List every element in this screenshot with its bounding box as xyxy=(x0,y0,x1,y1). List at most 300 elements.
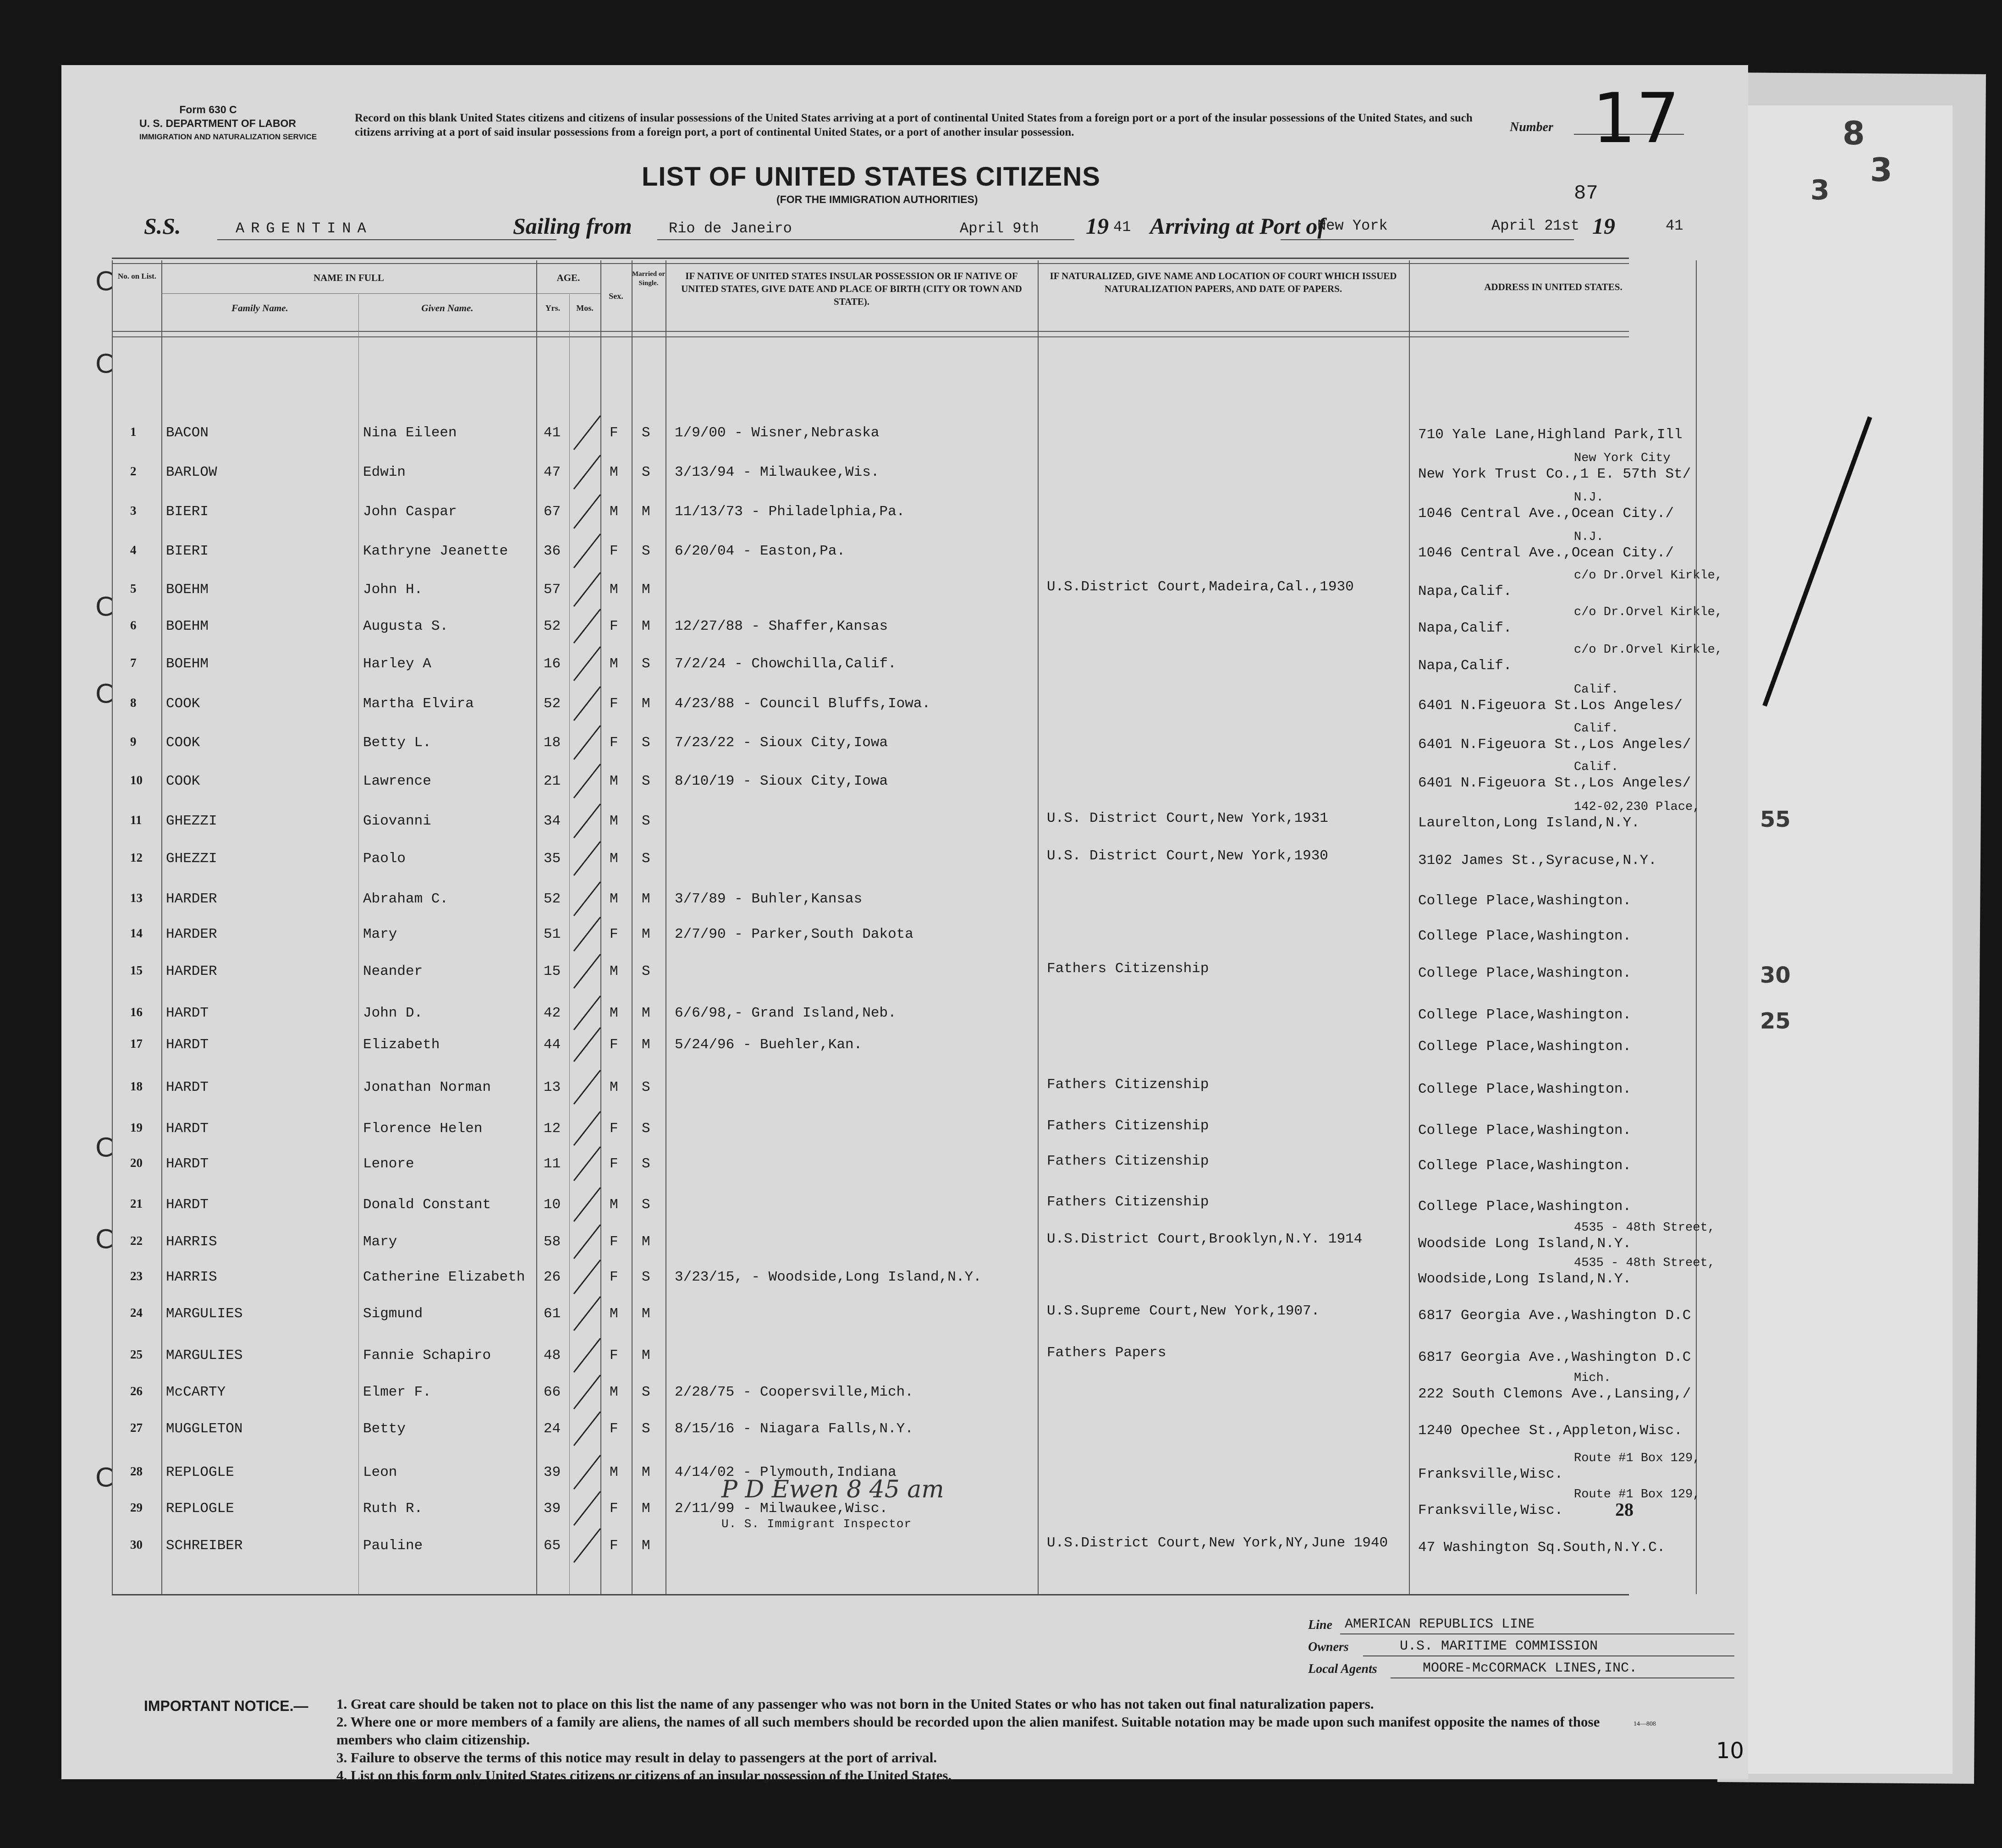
ss-label: S.S. xyxy=(144,213,181,239)
page-number: 87 xyxy=(1574,182,1598,205)
given-name: Neander xyxy=(363,963,423,979)
row-number: 25 xyxy=(130,1348,143,1361)
given-name: Betty L. xyxy=(363,735,431,751)
birth-info: 2/28/75 - Coopersville,Mich. xyxy=(675,1384,913,1400)
row-number: 3 xyxy=(130,504,137,517)
months-tick-mark xyxy=(570,1144,607,1185)
address-line-1: Calif. xyxy=(1574,760,1619,774)
marital-status: M xyxy=(642,891,650,907)
row-number: 7 xyxy=(130,656,137,670)
age-years: 65 xyxy=(544,1538,561,1554)
sex: M xyxy=(610,582,618,598)
naturalization-info: U.S.Supreme Court,New York,1907. xyxy=(1047,1303,1320,1319)
age-years: 52 xyxy=(544,618,561,634)
table-row xyxy=(61,527,1748,563)
birth-info: 2/7/90 - Parker,South Dakota xyxy=(675,926,913,942)
header-age: AGE. xyxy=(556,272,580,283)
marital-status: S xyxy=(642,1079,650,1095)
binder-hole-icon: C xyxy=(95,1133,114,1163)
given-name: Nina Eileen xyxy=(363,425,457,441)
family-name: BOEHM xyxy=(166,582,209,598)
given-name: Harley A xyxy=(363,656,431,672)
back-mark: 8 xyxy=(1842,115,1865,152)
table-row xyxy=(61,757,1748,793)
given-name: Florence Helen xyxy=(363,1121,483,1137)
form-subtitle: (FOR THE IMMIGRATION AUTHORITIES) xyxy=(776,193,978,205)
line-label: Line xyxy=(1308,1618,1332,1632)
marital-status: M xyxy=(642,926,650,942)
sex: F xyxy=(610,1501,618,1517)
birth-info: 4/14/02 - Plymouth,Indiana xyxy=(675,1464,896,1480)
binder-hole-icon: C xyxy=(95,1463,114,1493)
header-name-in-full: NAME IN FULL xyxy=(313,272,384,283)
table-row xyxy=(61,874,1748,911)
sheet-count: 28 xyxy=(1615,1499,1634,1520)
notice-item-1: 1. Great care should be taken not to place on this list the name of any passenger who was not born in the United States or who has not taken out final naturalization papers. xyxy=(336,1696,1374,1712)
address-line-2: 1046 Central Ave.,Ocean City./ xyxy=(1418,545,1674,561)
given-name: Lenore xyxy=(363,1156,414,1172)
marital-status: M xyxy=(642,618,650,634)
age-years: 21 xyxy=(544,773,561,789)
address-line-1: c/o Dr.Orvel Kirkle, xyxy=(1574,569,1723,583)
sex: M xyxy=(610,963,618,979)
address-line-2: 6401 N.Figeuora St.Los Angeles/ xyxy=(1418,698,1683,714)
naturalization-info: U.S.District Court,Madeira,Cal.,1930 xyxy=(1047,579,1354,595)
sex: M xyxy=(610,773,618,789)
row-number: 17 xyxy=(130,1037,143,1050)
given-name: Kathryne Jeanette xyxy=(363,543,508,559)
row-number: 13 xyxy=(130,891,143,905)
agents-value: MOORE-McCORMACK LINES,INC. xyxy=(1423,1661,1638,1676)
row-number: 14 xyxy=(130,926,143,940)
marital-status: S xyxy=(642,1156,650,1172)
year-prefix: 19 xyxy=(1086,213,1109,239)
birth-info: 6/20/04 - Easton,Pa. xyxy=(675,543,846,559)
sex: M xyxy=(610,1079,618,1095)
marital-status: S xyxy=(642,963,650,979)
birth-info: 3/7/89 - Buhler,Kansas xyxy=(675,891,863,907)
address-line-2: College Place,Washington. xyxy=(1418,1007,1632,1023)
marital-status: S xyxy=(642,1197,650,1213)
row-number: 16 xyxy=(130,1005,143,1019)
family-name: BOEHM xyxy=(166,618,209,634)
family-name: HARDT xyxy=(166,1197,209,1213)
given-name: Elizabeth xyxy=(363,1037,440,1053)
age-years: 13 xyxy=(544,1079,561,1095)
naturalization-info: Fathers Citizenship xyxy=(1047,1153,1209,1169)
sex: F xyxy=(610,1037,618,1053)
given-name: Lawrence xyxy=(363,773,431,789)
family-name: HARRIS xyxy=(166,1269,217,1285)
row-number: 2 xyxy=(130,464,137,478)
months-tick-mark xyxy=(570,1067,607,1109)
given-name: Augusta S. xyxy=(363,618,449,634)
notice-item-3: 3. Failure to observe the terms of this notice may result in delay to passengers at the port of arrival. xyxy=(336,1749,937,1766)
back-slash-mark xyxy=(1751,412,1888,715)
given-name: Betty xyxy=(363,1421,406,1437)
address-line-2: College Place,Washington. xyxy=(1418,1081,1632,1097)
service: IMMIGRATION AND NATURALIZATION SERVICE xyxy=(139,132,317,141)
sex: F xyxy=(610,425,618,441)
sex: F xyxy=(610,1121,618,1137)
table-row xyxy=(61,989,1748,1025)
back-mark: 3 xyxy=(1870,151,1892,189)
address-line-1: c/o Dr.Orvel Kirkle, xyxy=(1574,605,1723,619)
header-native: IF NATIVE OF UNITED STATES INSULAR POSSESSION OR IF NATIVE OF UNITED STATES, GIVE DATE AND PLACE OF BIRTH (CITY OR TOWN AND STATE). xyxy=(681,270,1022,307)
given-name: John Caspar xyxy=(363,504,457,520)
address-line-2: College Place,Washington. xyxy=(1418,1158,1632,1174)
marital-status: S xyxy=(642,1269,650,1285)
manifest-page xyxy=(61,65,1748,1783)
marital-status: S xyxy=(642,543,650,559)
age-years: 57 xyxy=(544,582,561,598)
address-line-1: Calif. xyxy=(1574,722,1619,736)
marital-status: M xyxy=(642,1306,650,1322)
age-years: 51 xyxy=(544,926,561,942)
age-years: 41 xyxy=(544,425,561,441)
notice-heading: IMPORTANT NOTICE.— xyxy=(144,1698,308,1714)
sex: F xyxy=(610,543,618,559)
family-name: HARRIS xyxy=(166,1234,217,1250)
birth-info: 1/9/00 - Wisner,Nebraska xyxy=(675,425,880,441)
row-number: 4 xyxy=(130,543,137,557)
age-years: 35 xyxy=(544,851,561,867)
family-name: MARGULIES xyxy=(166,1348,243,1364)
address-line-2: College Place,Washington. xyxy=(1418,928,1632,944)
table-row xyxy=(61,487,1748,524)
table-row xyxy=(61,797,1748,833)
binder-hole-icon: C xyxy=(95,267,114,297)
marital-status: M xyxy=(642,582,650,598)
months-tick-mark xyxy=(570,1526,607,1567)
marital-status: M xyxy=(642,1348,650,1364)
header-months: Mos. xyxy=(576,303,594,313)
form-title: LIST OF UNITED STATES CITIZENS xyxy=(642,162,1100,192)
naturalization-info: U.S. District Court,New York,1931 xyxy=(1047,810,1328,826)
marital-status: S xyxy=(642,1384,650,1400)
sail-date: April 9th xyxy=(960,220,1039,237)
sex: F xyxy=(610,1156,618,1172)
table-top-border-2 xyxy=(112,263,1629,264)
sex: M xyxy=(610,504,618,520)
address-line-2: College Place,Washington. xyxy=(1418,1039,1632,1055)
months-tick-mark xyxy=(570,839,607,880)
family-name: SCHREIBER xyxy=(166,1538,243,1554)
address-line-1: Route #1 Box 129, xyxy=(1574,1488,1700,1502)
table-row xyxy=(61,834,1748,871)
naturalization-info: U.S. District Court,New York,1930 xyxy=(1047,848,1328,864)
address-line-2: Laurelton,Long Island,N.Y. xyxy=(1418,815,1640,831)
family-name: GHEZZI xyxy=(166,851,217,867)
birth-info: 8/15/16 - Niagara Falls,N.Y. xyxy=(675,1421,913,1437)
address-line-1: 4535 - 48th Street, xyxy=(1574,1221,1715,1235)
table-row xyxy=(61,602,1748,638)
age-years: 36 xyxy=(544,543,561,559)
birth-info: 12/27/88 - Shaffer,Kansas xyxy=(675,618,888,634)
family-name: HARDT xyxy=(166,1079,209,1095)
sex: M xyxy=(610,891,618,907)
owners-label: Owners xyxy=(1308,1640,1349,1654)
year-suffix: 41 xyxy=(1113,219,1131,236)
row-number: 27 xyxy=(130,1421,143,1435)
marital-status: S xyxy=(642,773,650,789)
naturalization-info: U.S.District Court,Brooklyn,N.Y. 1914 xyxy=(1047,1231,1363,1247)
row-number: 26 xyxy=(130,1384,143,1398)
sex: M xyxy=(610,1197,618,1213)
header-family-name: Family Name. xyxy=(231,302,288,314)
row-number: 24 xyxy=(130,1306,143,1320)
age-years: 26 xyxy=(544,1269,561,1285)
arrival-year-prefix: 19 xyxy=(1592,213,1615,239)
address-line-1: Mich. xyxy=(1574,1371,1612,1385)
marital-status: S xyxy=(642,425,650,441)
table-row xyxy=(61,565,1748,602)
given-name: Sigmund xyxy=(363,1306,423,1322)
birth-info: 4/23/88 - Council Bluffs,Iowa. xyxy=(675,696,931,712)
row-number: 18 xyxy=(130,1079,143,1093)
sex: M xyxy=(610,1306,618,1322)
row-number: 8 xyxy=(130,696,137,710)
binder-hole-icon: C xyxy=(95,349,114,379)
address-line-2: 710 Yale Lane,Highland Park,Ill xyxy=(1418,427,1683,443)
birth-info: 5/24/96 - Buehler,Kan. xyxy=(675,1037,863,1053)
marital-status: S xyxy=(642,1421,650,1437)
address-line-2: 6401 N.Figeuora St.,Los Angeles/ xyxy=(1418,775,1691,791)
header-address: ADDRESS IN UNITED STATES. xyxy=(1484,281,1622,292)
table-row xyxy=(61,639,1748,676)
address-line-2: College Place,Washington. xyxy=(1418,1199,1632,1215)
address-line-2: Franksville,Wisc. xyxy=(1418,1502,1563,1518)
row-number: 20 xyxy=(130,1156,143,1170)
arrival-date: April 21st xyxy=(1491,217,1580,234)
sex: M xyxy=(610,464,618,480)
table-row xyxy=(61,1180,1748,1217)
given-name: Fannie Schapiro xyxy=(363,1348,491,1364)
marital-status: M xyxy=(642,696,650,712)
address-line-2: 1046 Central Ave.,Ocean City./ xyxy=(1418,506,1674,522)
birth-info: 7/23/22 - Sioux City,Iowa xyxy=(675,735,888,751)
address-line-2: Napa,Calif. xyxy=(1418,620,1512,636)
number-value: 17 xyxy=(1592,79,1680,159)
family-name: BIERI xyxy=(166,543,209,559)
given-name: Pauline xyxy=(363,1538,423,1554)
agents-label: Local Agents xyxy=(1308,1662,1377,1676)
table-row xyxy=(61,947,1748,984)
given-name: Jonathan Norman xyxy=(363,1079,491,1095)
address-line-2: College Place,Washington. xyxy=(1418,1122,1632,1138)
birth-info: 2/11/99 - Milwaukee,Wisc. xyxy=(675,1501,888,1517)
age-years: 47 xyxy=(544,464,561,480)
birth-info: 3/23/15, - Woodside,Long Island,N.Y. xyxy=(675,1269,982,1285)
given-name: Donald Constant xyxy=(363,1197,491,1213)
given-name: Paolo xyxy=(363,851,406,867)
notice-items xyxy=(336,1695,1601,1784)
family-name: HARDT xyxy=(166,1156,209,1172)
row-number: 10 xyxy=(130,773,143,787)
address-line-1: New York City xyxy=(1574,451,1671,465)
row-number: 30 xyxy=(130,1538,143,1551)
marital-status: S xyxy=(642,851,650,867)
birth-info: 11/13/73 - Philadelphia,Pa. xyxy=(675,504,905,520)
given-name: Edwin xyxy=(363,464,406,480)
address-line-2: 3102 James St.,Syracuse,N.Y. xyxy=(1418,852,1657,869)
sailing-from-label: Sailing from xyxy=(513,213,632,239)
table-row xyxy=(61,448,1748,484)
sex: F xyxy=(610,696,618,712)
header-bottom-border-2 xyxy=(112,336,1629,337)
address-line-1: N.J. xyxy=(1574,491,1604,505)
row-number: 28 xyxy=(130,1464,143,1478)
inspector-signature: P D Ewen 8 45 am xyxy=(721,1476,944,1503)
form-number: Form 630 C xyxy=(179,104,237,116)
sail-date-line xyxy=(951,239,1074,240)
age-years: 15 xyxy=(544,963,561,979)
family-name: GHEZZI xyxy=(166,813,217,829)
age-years: 58 xyxy=(544,1234,561,1250)
header-bottom-border xyxy=(112,331,1629,332)
family-name: BARLOW xyxy=(166,464,217,480)
table-row xyxy=(61,1289,1748,1326)
given-name: Catherine Elizabeth xyxy=(363,1269,525,1285)
arrival-year-suffix: 41 xyxy=(1666,217,1683,234)
address-line-2: 6817 Georgia Ave.,Washington D.C xyxy=(1418,1308,1691,1324)
address-line-2: Woodside,Long Island,N.Y. xyxy=(1418,1271,1632,1287)
marital-status: M xyxy=(642,504,650,520)
given-name: Leon xyxy=(363,1464,397,1480)
address-line-1: 142-02,230 Place, xyxy=(1574,800,1700,814)
print-code: 14—808 xyxy=(1634,1721,1656,1727)
age-years: 24 xyxy=(544,1421,561,1437)
given-name: John H. xyxy=(363,582,423,598)
family-name: COOK xyxy=(166,773,200,789)
given-name: Martha Elvira xyxy=(363,696,474,712)
sex: F xyxy=(610,1269,618,1285)
row-number: 5 xyxy=(130,582,137,595)
months-tick-mark xyxy=(570,952,607,993)
row-number: 22 xyxy=(130,1234,143,1248)
given-name: John D. xyxy=(363,1005,423,1021)
header-married-single: Married or Single. xyxy=(632,270,666,287)
inspector-label: U. S. Immigrant Inspector xyxy=(721,1517,912,1531)
family-name: HARDT xyxy=(166,1005,209,1021)
back-mark: 30 xyxy=(1760,962,1791,988)
table-bottom-border xyxy=(112,1594,1629,1595)
row-number: 1 xyxy=(130,425,137,439)
given-name: Abraham C. xyxy=(363,891,449,907)
age-years: 16 xyxy=(544,656,561,672)
address-line-2: Napa,Calif. xyxy=(1418,658,1512,674)
table-row xyxy=(61,1020,1748,1057)
sex: F xyxy=(610,1421,618,1437)
table-row xyxy=(61,1404,1748,1441)
age-years: 52 xyxy=(544,696,561,712)
family-name: COOK xyxy=(166,696,200,712)
age-years: 12 xyxy=(544,1121,561,1137)
address-line-2: College Place,Washington. xyxy=(1418,893,1632,909)
ship-name: ARGENTINA xyxy=(236,220,373,237)
sex: M xyxy=(610,813,618,829)
sailing-from-line xyxy=(657,239,951,240)
naturalization-info: Fathers Papers xyxy=(1047,1345,1166,1361)
row-number: 19 xyxy=(130,1121,143,1134)
back-sheet-inner xyxy=(1742,105,1952,1774)
table-row xyxy=(61,1253,1748,1289)
sex: M xyxy=(610,851,618,867)
sex: F xyxy=(610,1348,618,1364)
address-line-1: c/o Dr.Orvel Kirkle, xyxy=(1574,643,1723,657)
birth-info: 8/10/19 - Sioux City,Iowa xyxy=(675,773,888,789)
age-years: 39 xyxy=(544,1501,561,1517)
number-label: Number xyxy=(1510,120,1553,134)
marital-status: M xyxy=(642,1005,650,1021)
age-years: 67 xyxy=(544,504,561,520)
table-row xyxy=(61,1139,1748,1176)
table-row xyxy=(61,1331,1748,1368)
notice-item-2: 2. Where one or more members of a family are aliens, the names of all such members should be recorded upon the alien manifest. Suitable notation may be made upon such manifest opposite the names of those members who claim citizenship. xyxy=(336,1714,1600,1748)
sex: F xyxy=(610,1538,618,1554)
marital-status: M xyxy=(642,1538,650,1554)
age-years: 61 xyxy=(544,1306,561,1322)
address-line-1: 4535 - 48th Street, xyxy=(1574,1256,1715,1270)
arrival-port-line xyxy=(1281,239,1574,240)
row-number: 9 xyxy=(130,735,137,748)
sex: F xyxy=(610,735,618,751)
marital-status: M xyxy=(642,1234,650,1250)
back-mark: 25 xyxy=(1760,1008,1791,1034)
address-line-2: College Place,Washington. xyxy=(1418,965,1632,981)
owners-value: U.S. MARITIME COMMISSION xyxy=(1400,1639,1598,1654)
department: U. S. DEPARTMENT OF LABOR xyxy=(139,117,297,129)
table-row xyxy=(61,408,1748,445)
birth-info: 6/6/98,- Grand Island,Neb. xyxy=(675,1005,896,1021)
family-name: BACON xyxy=(166,425,209,441)
months-tick-mark xyxy=(570,1409,607,1450)
address-line-2: 1240 Opechee St.,Appleton,Wisc. xyxy=(1418,1423,1683,1439)
family-name: BOEHM xyxy=(166,656,209,672)
marital-status: M xyxy=(642,1037,650,1053)
family-name: HARDT xyxy=(166,1121,209,1137)
naturalization-info: Fathers Citizenship xyxy=(1047,1077,1209,1093)
naturalization-info: Fathers Citizenship xyxy=(1047,961,1209,977)
age-years: 39 xyxy=(544,1464,561,1480)
row-number: 6 xyxy=(130,618,137,632)
family-name: BIERI xyxy=(166,504,209,520)
row-number: 21 xyxy=(130,1197,143,1210)
age-years: 52 xyxy=(544,891,561,907)
age-years: 10 xyxy=(544,1197,561,1213)
birth-info: 7/2/24 - Chowchilla,Calif. xyxy=(675,656,896,672)
age-years: 34 xyxy=(544,813,561,829)
row-number: 11 xyxy=(130,813,142,827)
row-number: 15 xyxy=(130,963,143,977)
family-name: MUGGLETON xyxy=(166,1421,243,1437)
subheader-line xyxy=(161,293,600,294)
binder-hole-icon: C xyxy=(95,1225,114,1254)
age-years: 66 xyxy=(544,1384,561,1400)
sex: M xyxy=(610,1464,618,1480)
arrival-port: New York xyxy=(1317,217,1388,234)
family-name: McCARTY xyxy=(166,1384,226,1400)
months-tick-mark xyxy=(570,1294,607,1335)
sex: M xyxy=(610,656,618,672)
family-name: HARDER xyxy=(166,963,217,979)
family-name: COOK xyxy=(166,735,200,751)
table-row xyxy=(61,1217,1748,1254)
table-row xyxy=(61,910,1748,946)
header-sex: Sex. xyxy=(609,292,623,301)
address-line-1: Calif. xyxy=(1574,683,1619,697)
row-number: 12 xyxy=(130,851,143,864)
